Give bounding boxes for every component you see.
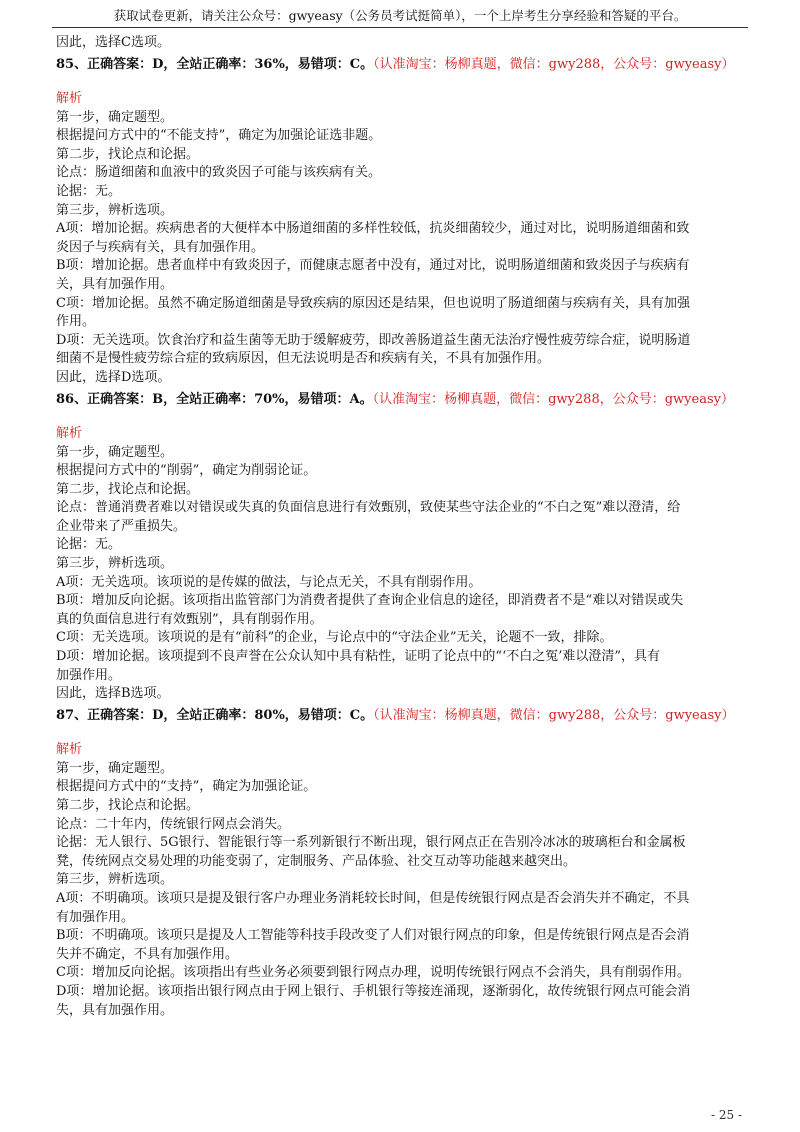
explanation-line: A项：增加论据。疾病患者的大便样本中肠道细菌的多样性较低，抗炎细菌较少，通过对比，说明肠道细菌和致 bbox=[56, 221, 690, 237]
explanation-line: 第三步，辨析选项。 bbox=[56, 556, 174, 572]
explanation-line: 凳，传统网点交易处理的功能变弱了，定制服务、产品体验、社交互动等功能越来越突出。 bbox=[56, 853, 577, 869]
answer-summary: 86、正确答案：B，全站正确率：70%，易错项：A。 bbox=[56, 391, 373, 407]
explanation-line: 企业带来了严重损失。 bbox=[56, 518, 187, 534]
source-note: （认准淘宝：杨柳真题，微信：gwy288，公众号：gwyeasy） bbox=[373, 707, 735, 723]
explanation-line: 作用。 bbox=[56, 314, 96, 330]
explanation-line: 加强作用。 bbox=[56, 667, 122, 683]
explanation-line: 第二步，找论点和论据。 bbox=[56, 146, 200, 162]
question-block bbox=[56, 54, 750, 388]
source-note: （认准淘宝：杨柳真题，微信：gwy288，公众号：gwyeasy） bbox=[372, 391, 734, 407]
explanation-line: B项：增加论据。患者血样中有致炎因子，而健康志愿者中没有，通过对比，说明肠道细菌和致炎因子与疾病有 bbox=[56, 258, 690, 274]
explanation-line: 第一步，确定题型。 bbox=[56, 760, 174, 776]
explanation-line: 根据提问方式中的“支持”，确定为加强论证。 bbox=[56, 779, 317, 795]
explanation-line: D项：无关选项。饮食治疗和益生菌等无助于缓解疲劳，即改善肠道益生菌无法治疗慢性疲劳综合症，说明肠道 bbox=[56, 332, 691, 348]
explanation-line: 根据提问方式中的“不能支持”，确定为加强论证选非题。 bbox=[56, 128, 382, 144]
explanation-line: 炎因子与疾病有关，具有加强作用。 bbox=[56, 239, 265, 255]
explanation-line: 论点：肠道细菌和血液中的致炎因子可能与该疾病有关。 bbox=[56, 165, 382, 181]
question-list bbox=[56, 54, 750, 1021]
explanation-line: C项：无关选项。该项说的是有“前科”的企业，与论点中的“守法企业”无关，论题不一致，排除。 bbox=[56, 630, 613, 646]
explanation-line: 有加强作用。 bbox=[56, 909, 135, 925]
explanation-line: 论据：无。 bbox=[56, 537, 122, 553]
explanation-line: 第二步，找论点和论据。 bbox=[56, 798, 200, 813]
question-block bbox=[56, 705, 750, 1020]
answer-summary: 87、正确答案：D，全站正确率：80%，易错项：C。 bbox=[56, 707, 374, 723]
explanation-line: 论点：二十年内，传统银行网点会消失。 bbox=[56, 816, 291, 832]
header-divider bbox=[52, 27, 748, 28]
explanation-line: B项：不明确项。该项只是提及人工智能等科技手段改变了人们对银行网点的印象，但是传统银行网点是否会消 bbox=[56, 928, 690, 944]
explanation-line: C项：增加反向论据。该项指出有些业务必须要到银行网点办理，说明传统银行网点不会消失，具有削弱作用。 bbox=[56, 965, 690, 981]
answer-header bbox=[56, 54, 750, 76]
page-header: 获取试卷更新，请关注公众号：gwyeasy（公务员考试挺简单），一个上岸考生分享经验和答疑的平台。 bbox=[113, 8, 687, 23]
explanation-line: 因此，选择D选项。 bbox=[56, 369, 171, 385]
explanation-line: C项：增加论据。虽然不确定肠道细菌是导致疾病的原因还是结果，但也说明了肠道细菌与疾病有关，具有加强 bbox=[56, 295, 690, 311]
explanation-line: 论据：无。 bbox=[56, 183, 122, 199]
explanation-line: 第三步，辨析选项。 bbox=[56, 202, 174, 218]
answer-header bbox=[56, 705, 750, 727]
explanation-line: D项：增加论据。该项提到不良声誉在公众认知中具有粘性，证明了论点中的“‘不白之冤’难以澄清”，具有 bbox=[56, 649, 660, 665]
explanation-line: 因此，选择B选项。 bbox=[56, 686, 170, 702]
analysis-label: 解析 bbox=[56, 741, 83, 757]
explanation-line: 第二步，找论点和论据。 bbox=[56, 481, 200, 497]
document-body bbox=[56, 34, 750, 1020]
analysis-label: 解析 bbox=[56, 90, 83, 106]
explanation-line: 细菌不是慢性疲劳综合症的致病原因，但无法说明是否和疾病有关，不具有加强作用。 bbox=[56, 351, 551, 367]
analysis-label: 解析 bbox=[56, 425, 83, 441]
explanation-line: 根据提问方式中的“削弱”，确定为削弱论证。 bbox=[56, 463, 317, 479]
answer-summary: 85、正确答案：D，全站正确率：36%，易错项：C。 bbox=[56, 56, 374, 72]
source-note: （认准淘宝：杨柳真题，微信：gwy288，公众号：gwyeasy） bbox=[373, 56, 735, 72]
explanation-line: 真的负面信息进行有效甄别”，具有削弱作用。 bbox=[56, 611, 323, 627]
answer-header bbox=[56, 389, 750, 411]
explanation-line: 论据：无人银行、5G银行、智能银行等一系列新银行不断出现，银行网点正在告别冷冰冰的玻璃柜台和金属板 bbox=[56, 835, 686, 851]
explanation-line: 第一步，确定题型。 bbox=[56, 109, 174, 125]
question-block bbox=[56, 389, 750, 704]
explanation-line: D项：增加论据。该项指出银行网点由于网上银行、手机银行等接连涌现，逐渐弱化，故传统银行网点可能会消 bbox=[56, 983, 691, 999]
explanation-line: 第三步，辨析选项。 bbox=[56, 872, 174, 888]
explanation-line: 关，具有加强作用。 bbox=[56, 276, 174, 292]
explanation-line: 第一步，确定题型。 bbox=[56, 444, 174, 460]
intro-line: 因此，选择C选项。 bbox=[56, 35, 170, 50]
explanation-line: A项：不明确项。该项只是提及银行客户办理业务消耗较长时间，但是传统银行网点是否会消失并不确定，不具 bbox=[56, 890, 690, 906]
explanation-line: B项：增加反向论据。该项指出监管部门为消费者提供了查询企业信息的途径，即消费者不是“难以对错误或失 bbox=[56, 593, 684, 609]
explanation-line: 失并不确定，不具有加强作用。 bbox=[56, 946, 239, 962]
page-number: - 25 - bbox=[710, 1108, 742, 1122]
explanation-line: 论点：普通消费者难以对错误或失真的负面信息进行有效甄别，致使某些守法企业的“不白之冤”难以澄清，给 bbox=[56, 500, 681, 516]
explanation-line: 失，具有加强作用。 bbox=[56, 1002, 174, 1018]
explanation-line: A项：无关选项。该项说的是传媒的做法，与论点无关，不具有削弱作用。 bbox=[56, 574, 482, 590]
